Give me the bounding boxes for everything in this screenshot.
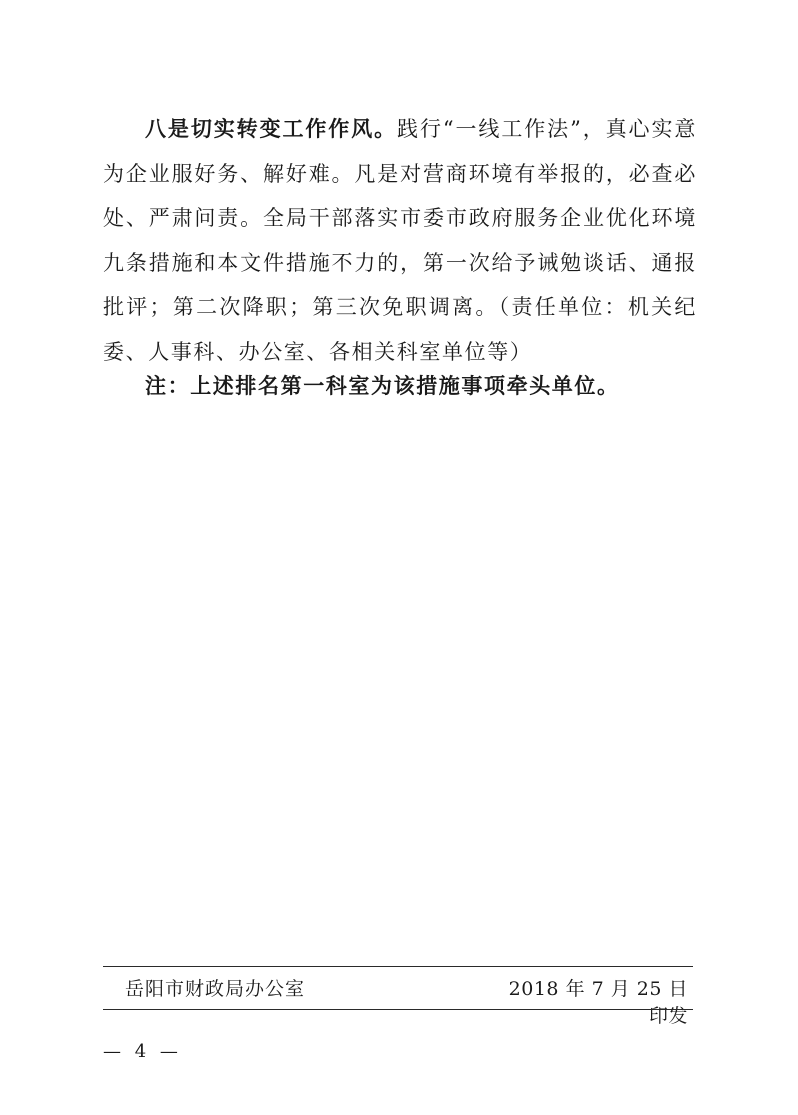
issue-date: 2018 年 7 月 25 日印发	[508, 978, 688, 1027]
item-8-text: 践行“一线工作法”，真心实意为企业服好务、解好难。凡是对营商环境有举报的，必查必处、严肃问责。全局干部落实市委市政府服务企业优化环境九条措施和本文件措施不力的，第一次给予诫勉谈话、通报批评；第二次降职；第三次免职调离。（责任单位：机关纪委、人事科、办公室、各相关科室单位等）	[103, 117, 697, 364]
issuing-office: 岳阳市财政局办公室	[125, 978, 306, 1000]
page-number: — 4 —	[103, 1041, 182, 1062]
note-paragraph: 注：上述排名第一科室为该措施事项牵头单位。	[145, 374, 620, 398]
paragraph-item-8	[103, 107, 697, 374]
footer-rule-top	[103, 966, 693, 967]
item-8-heading: 八是切实转变工作作风。	[145, 117, 398, 141]
footer-rule-bottom	[103, 1009, 693, 1010]
